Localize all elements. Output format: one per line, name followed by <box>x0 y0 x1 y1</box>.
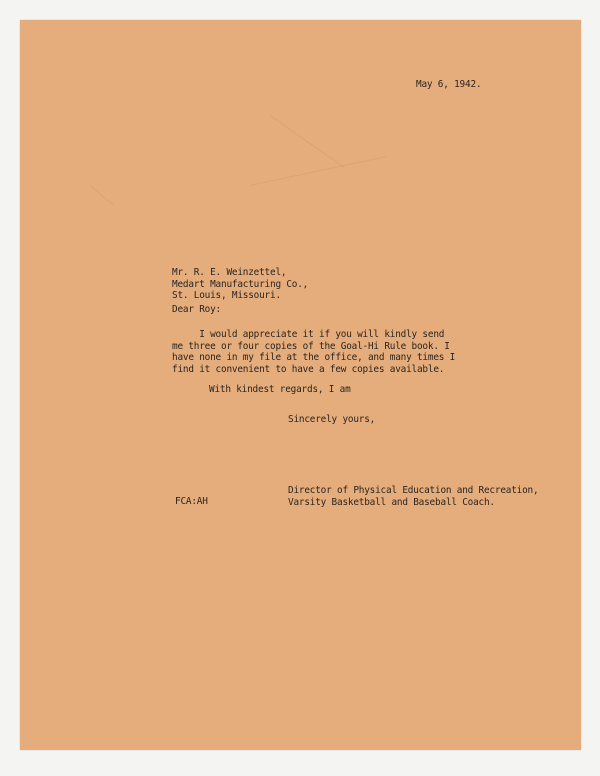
complimentary-close: Sincerely yours, <box>288 414 376 425</box>
reference-initials: FCA:AH <box>175 496 208 507</box>
letter-page <box>20 20 581 750</box>
salutation: Dear Roy: <box>172 304 221 315</box>
letter-date: May 6, 1942. <box>416 79 482 90</box>
paper-scuff-mark <box>90 185 114 205</box>
signer-title <box>288 485 538 508</box>
paper-scuff-mark <box>270 115 344 167</box>
body-line: have none in my file at the office, and many times I <box>172 352 456 363</box>
paper-scuff-mark <box>250 156 387 186</box>
address-line: St. Louis, Missouri. <box>172 290 281 301</box>
regards-line: With kindest regards, I am <box>209 384 351 395</box>
body-line: find it convenient to have a few copies available. <box>172 363 445 375</box>
recipient-address <box>172 267 308 302</box>
address-line: Mr. R. E. Weinzettel, <box>172 267 287 278</box>
letter-body <box>172 329 455 375</box>
address-line: Medart Manufacturing Co., <box>172 278 309 290</box>
body-line: me three or four copies of the Goal-Hi Rule book. I <box>172 340 450 352</box>
title-line: Director of Physical Education and Recreation, <box>288 485 539 496</box>
body-line: I would appreciate it if you will kindly send <box>172 329 445 340</box>
title-line: Varsity Basketball and Baseball Coach. <box>288 496 495 508</box>
